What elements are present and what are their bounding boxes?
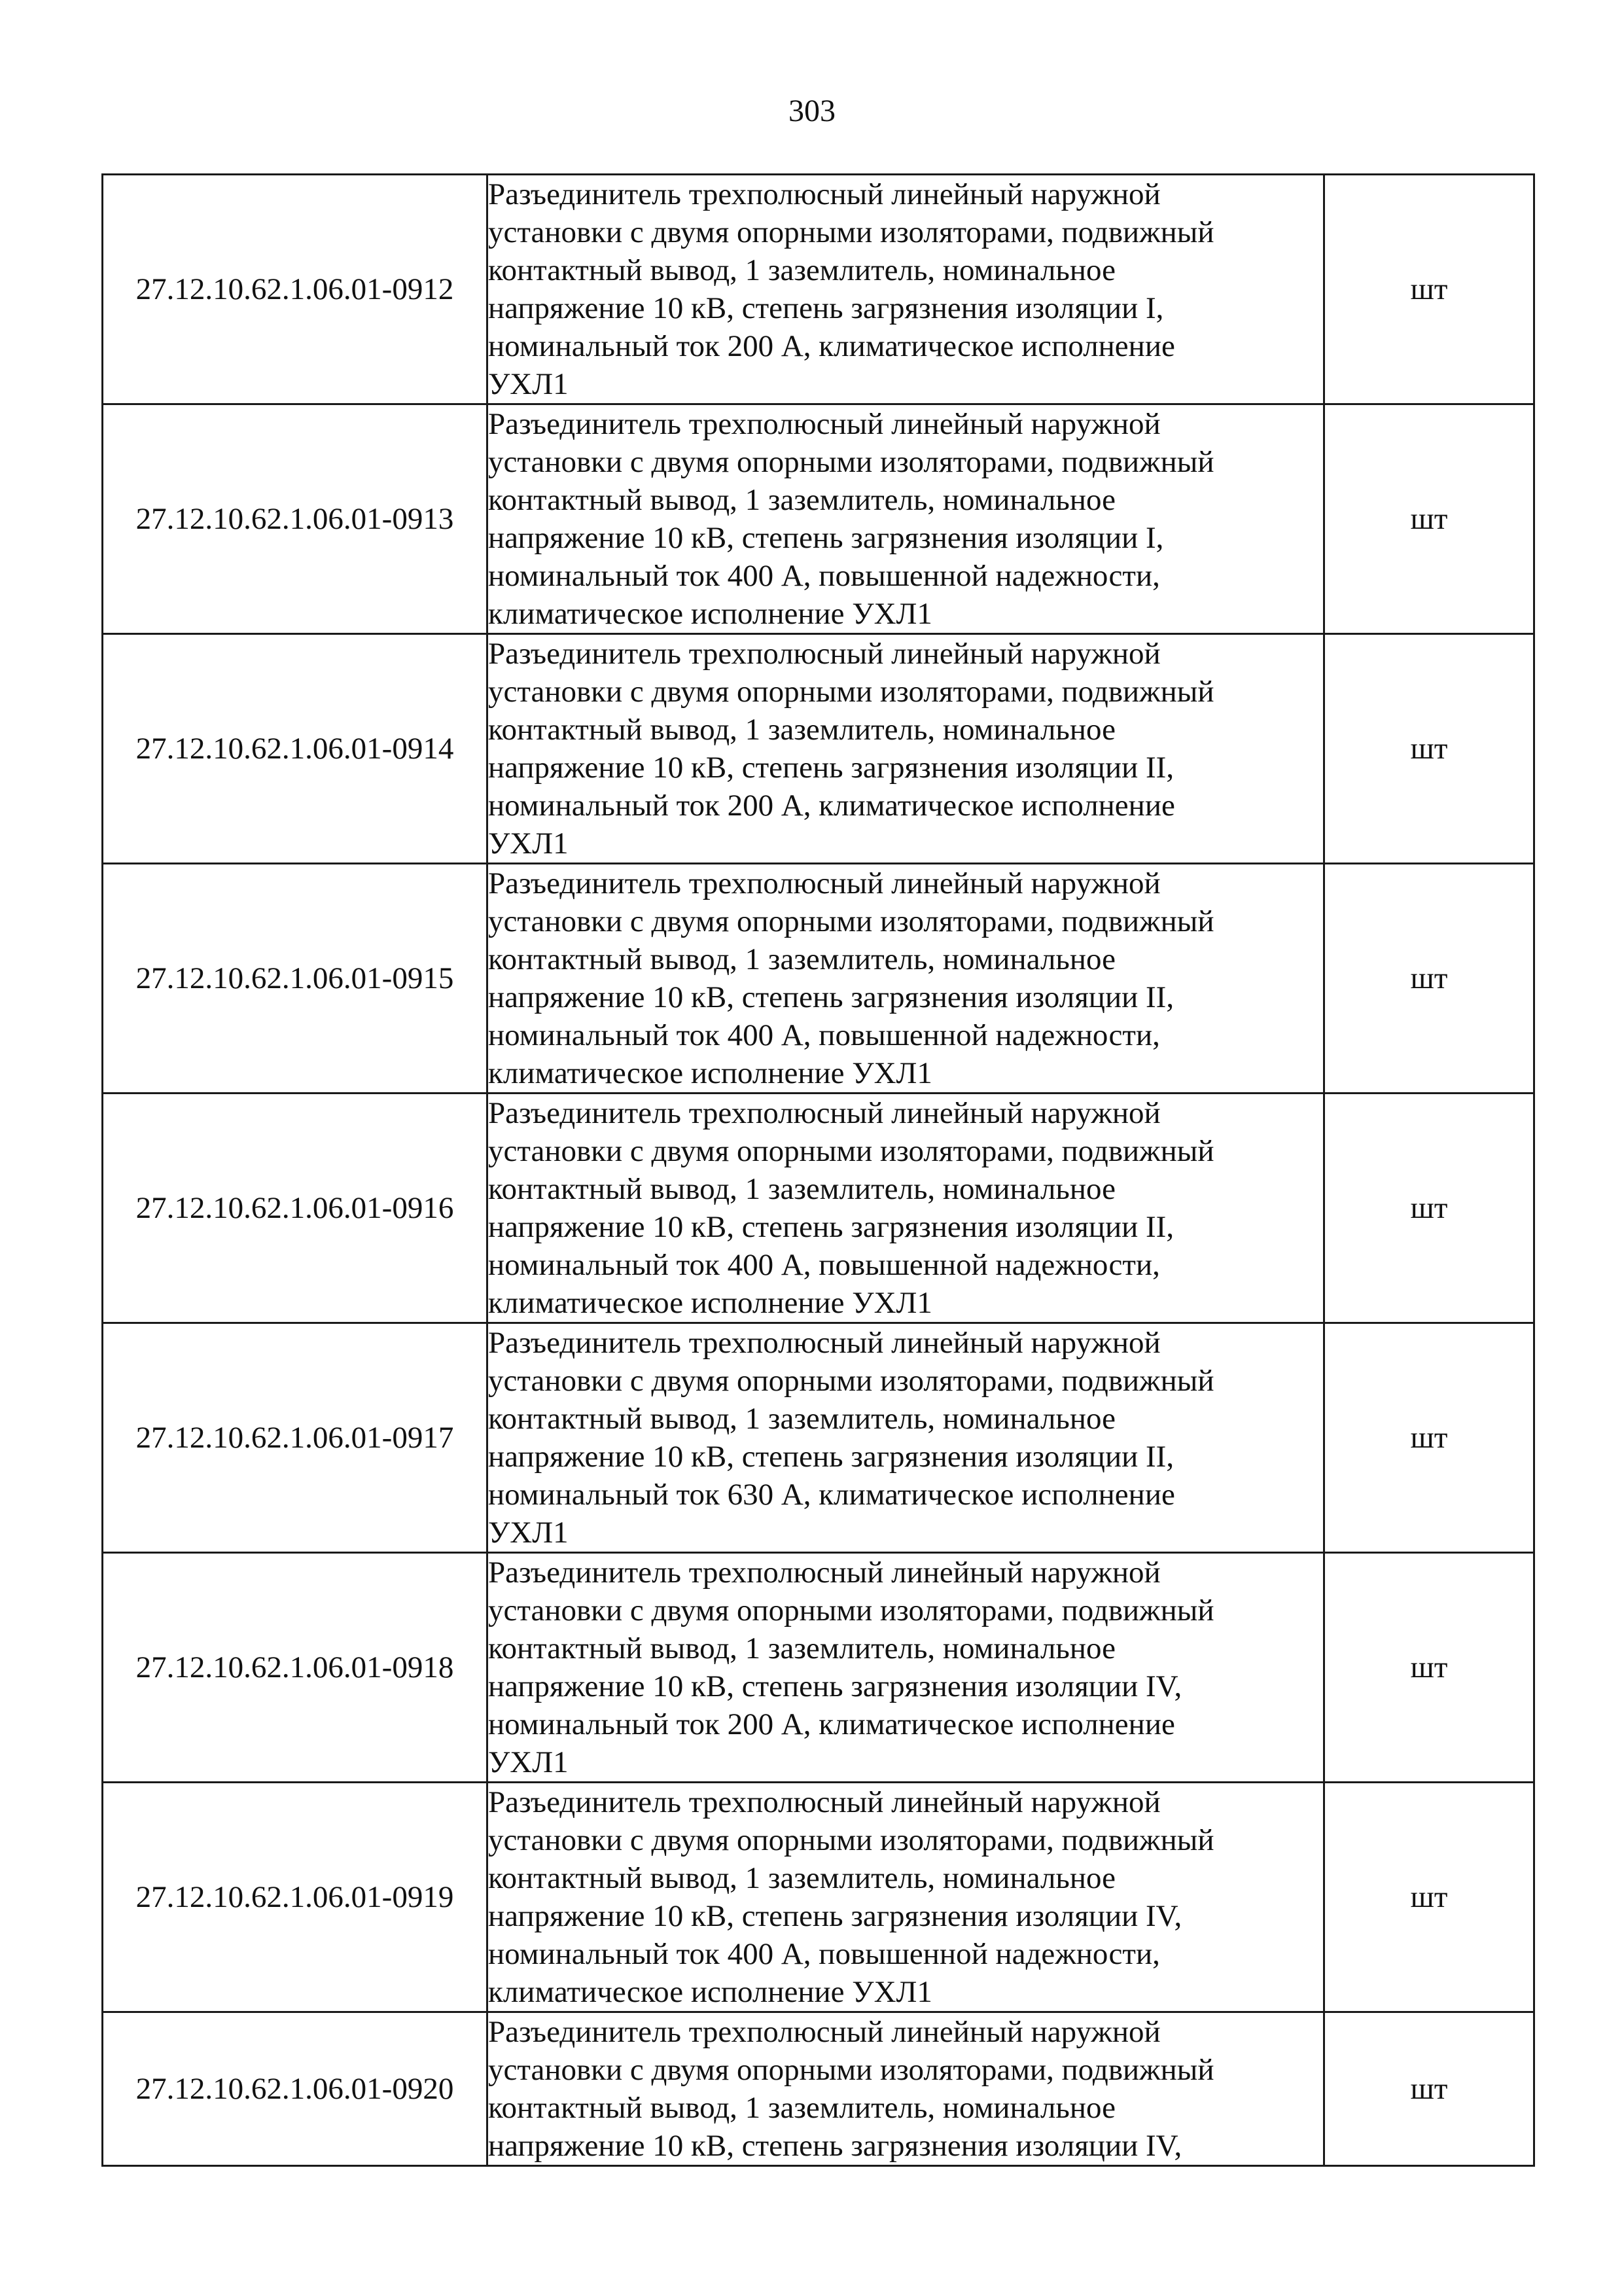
description-line: Разъединитель трехполюсный линейный наружной — [488, 2015, 1161, 2049]
table-row — [103, 175, 1534, 404]
description-line: Разъединитель трехполюсный линейный наружной — [488, 407, 1161, 441]
unit-cell: шт — [1324, 1323, 1534, 1553]
description-line: напряжение 10 кВ, степень загрязнения изоляции II, — [488, 1210, 1174, 1244]
code-cell: 27.12.10.62.1.06.01-0917 — [103, 1323, 487, 1553]
description-cell — [487, 634, 1324, 864]
description-line: контактный вывод, 1 заземлитель, номинальное — [488, 1402, 1116, 1436]
description-line: установки с двумя опорными изоляторами, подвижный — [488, 445, 1214, 479]
code-cell: 27.12.10.62.1.06.01-0914 — [103, 634, 487, 864]
description-line: номинальный ток 200 А, климатическое исполнение — [488, 329, 1175, 363]
unit-cell: шт — [1324, 2012, 1534, 2166]
description-line: установки с двумя опорными изоляторами, подвижный — [488, 1823, 1214, 1857]
description-line: Разъединитель трехполюсный линейный наружной — [488, 1096, 1161, 1130]
description-line: климатическое исполнение УХЛ1 — [488, 1975, 932, 2009]
description-line: напряжение 10 кВ, степень загрязнения изоляции IV, — [488, 1669, 1182, 1703]
unit-cell: шт — [1324, 1553, 1534, 1783]
description-line: установки с двумя опорными изоляторами, подвижный — [488, 2053, 1214, 2087]
description-cell — [487, 175, 1324, 404]
description-line: установки с двумя опорными изоляторами, подвижный — [488, 215, 1214, 249]
description-line: номинальный ток 400 А, повышенной надежности, — [488, 1248, 1160, 1282]
description-line: напряжение 10 кВ, степень загрязнения изоляции IV, — [488, 2129, 1182, 2163]
description-line: контактный вывод, 1 заземлитель, номинальное — [488, 942, 1116, 976]
table-row — [103, 1094, 1534, 1323]
description-line: напряжение 10 кВ, степень загрязнения изоляции II, — [488, 751, 1174, 785]
table-row — [103, 1783, 1534, 2012]
description-line: напряжение 10 кВ, степень загрязнения изоляции I, — [488, 291, 1164, 325]
description-line: контактный вывод, 1 заземлитель, номинальное — [488, 483, 1116, 517]
description-line: номинальный ток 200 А, климатическое исполнение — [488, 1707, 1175, 1741]
table-row — [103, 1553, 1534, 1783]
description-line: номинальный ток 400 А, повышенной надежности, — [488, 1018, 1160, 1052]
description-line: Разъединитель трехполюсный линейный наружной — [488, 1556, 1161, 1590]
unit-cell: шт — [1324, 404, 1534, 634]
description-line: номинальный ток 630 А, климатическое исполнение — [488, 1478, 1175, 1512]
description-line: УХЛ1 — [488, 367, 569, 401]
description-line: контактный вывод, 1 заземлитель, номинальное — [488, 2091, 1116, 2125]
description-line: УХЛ1 — [488, 1516, 569, 1550]
description-cell — [487, 1783, 1324, 2012]
description-line: напряжение 10 кВ, степень загрязнения изоляции IV, — [488, 1899, 1182, 1933]
description-line: установки с двумя опорными изоляторами, подвижный — [488, 1593, 1214, 1628]
description-line: климатическое исполнение УХЛ1 — [488, 1286, 932, 1320]
description-line: контактный вывод, 1 заземлитель, номинальное — [488, 1631, 1116, 1665]
description-line: номинальный ток 400 А, повышенной надежности, — [488, 1937, 1160, 1971]
description-line: номинальный ток 400 А, повышенной надежности, — [488, 559, 1160, 593]
description-line: климатическое исполнение УХЛ1 — [488, 597, 932, 631]
description-line: установки с двумя опорными изоляторами, подвижный — [488, 904, 1214, 938]
description-cell — [487, 2012, 1324, 2166]
description-line: УХЛ1 — [488, 1745, 569, 1779]
description-line: установки с двумя опорными изоляторами, подвижный — [488, 1134, 1214, 1168]
description-cell — [487, 404, 1324, 634]
description-line: Разъединитель трехполюсный линейный наружной — [488, 1326, 1161, 1360]
table-row — [103, 634, 1534, 864]
unit-cell: шт — [1324, 864, 1534, 1094]
description-cell — [487, 1323, 1324, 1553]
code-cell: 27.12.10.62.1.06.01-0918 — [103, 1553, 487, 1783]
table-row — [103, 2012, 1534, 2166]
description-line: напряжение 10 кВ, степень загрязнения изоляции I, — [488, 521, 1164, 555]
description-line: Разъединитель трехполюсный линейный наружной — [488, 866, 1161, 900]
unit-cell: шт — [1324, 1094, 1534, 1323]
page-number: 303 — [788, 94, 836, 128]
description-cell — [487, 1094, 1324, 1323]
description-line: контактный вывод, 1 заземлитель, номинальное — [488, 1172, 1116, 1206]
description-cell — [487, 1553, 1324, 1783]
description-line: контактный вывод, 1 заземлитель, номинальное — [488, 1861, 1116, 1895]
table-row — [103, 1323, 1534, 1553]
description-line: Разъединитель трехполюсный линейный наружной — [488, 1785, 1161, 1819]
description-line: Разъединитель трехполюсный линейный наружной — [488, 637, 1161, 671]
description-line: установки с двумя опорными изоляторами, подвижный — [488, 1364, 1214, 1398]
description-line: напряжение 10 кВ, степень загрязнения изоляции II, — [488, 1440, 1174, 1474]
code-cell: 27.12.10.62.1.06.01-0916 — [103, 1094, 487, 1323]
unit-cell: шт — [1324, 175, 1534, 404]
description-line: установки с двумя опорными изоляторами, подвижный — [488, 675, 1214, 709]
code-cell: 27.12.10.62.1.06.01-0920 — [103, 2012, 487, 2166]
description-line: контактный вывод, 1 заземлитель, номинальное — [488, 253, 1116, 287]
code-cell: 27.12.10.62.1.06.01-0919 — [103, 1783, 487, 2012]
table-row — [103, 404, 1534, 634]
description-line: номинальный ток 200 А, климатическое исполнение — [488, 789, 1175, 823]
description-line: контактный вывод, 1 заземлитель, номинальное — [488, 713, 1116, 747]
code-cell: 27.12.10.62.1.06.01-0913 — [103, 404, 487, 634]
description-line: климатическое исполнение УХЛ1 — [488, 1056, 932, 1090]
description-line: Разъединитель трехполюсный линейный наружной — [488, 177, 1161, 211]
unit-cell: шт — [1324, 634, 1534, 864]
description-line: напряжение 10 кВ, степень загрязнения изоляции II, — [488, 980, 1174, 1014]
description-cell — [487, 864, 1324, 1094]
table-row — [103, 864, 1534, 1094]
code-cell: 27.12.10.62.1.06.01-0915 — [103, 864, 487, 1094]
code-cell: 27.12.10.62.1.06.01-0912 — [103, 175, 487, 404]
table-body — [103, 175, 1534, 2166]
description-line: УХЛ1 — [488, 827, 569, 861]
resource-table — [101, 173, 1535, 2167]
unit-cell: шт — [1324, 1783, 1534, 2012]
